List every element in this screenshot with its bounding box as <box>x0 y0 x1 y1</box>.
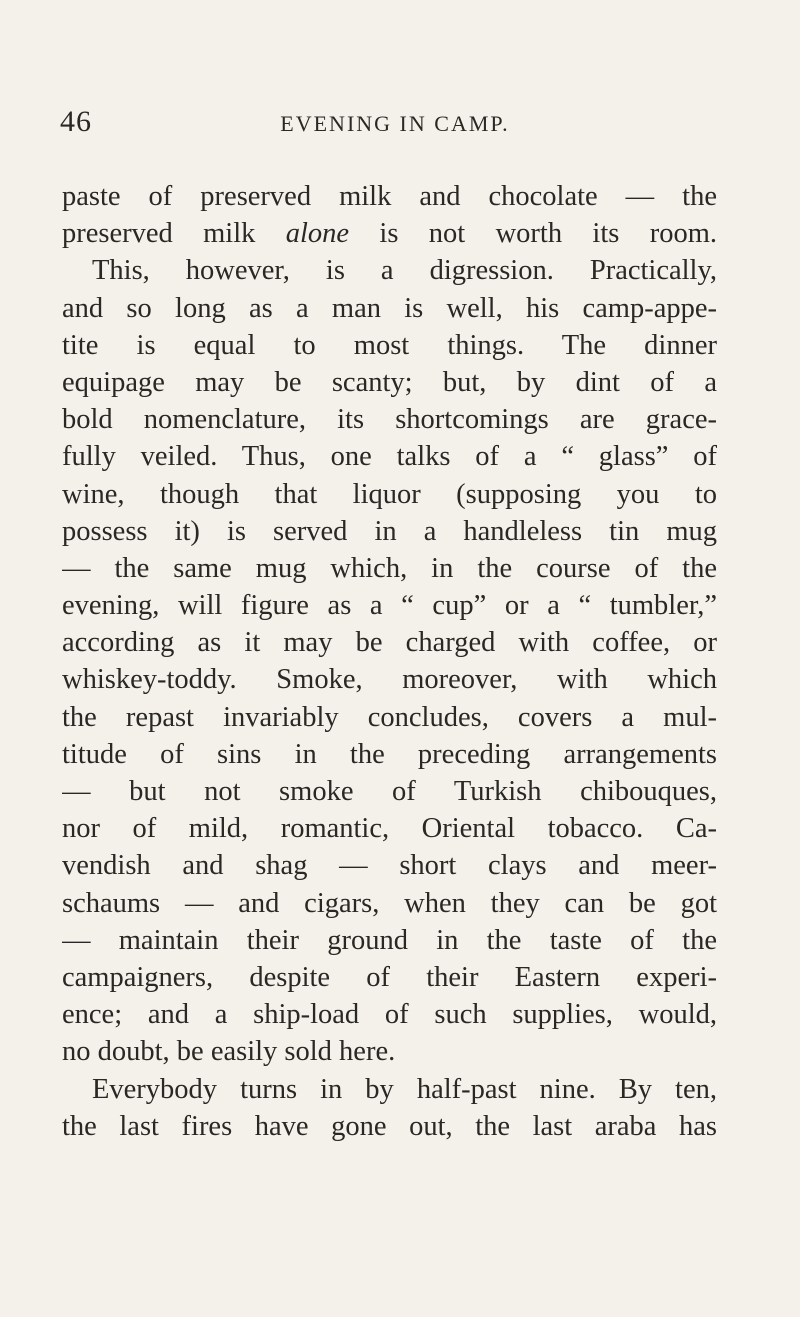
text-line: according as it may be charged with coffee, or <box>62 627 717 659</box>
text-line: bold nomenclature, its shortcomings are grace- <box>62 404 717 436</box>
running-title: EVENING IN CAMP. <box>280 111 510 136</box>
running-head <box>60 105 730 145</box>
text-line: nor of mild, romantic, Oriental tobacco. Ca- <box>62 813 717 845</box>
text-line: schaums — and cigars, when they can be got <box>62 887 717 919</box>
text-line: Everybody turns in by half-past nine. By ten, <box>92 1073 717 1105</box>
text-fragment: preserved milk <box>62 218 286 250</box>
text-line: no doubt, be easily sold here. <box>62 1036 396 1068</box>
text-line: possess it) is served in a handleless tin mug <box>62 515 717 547</box>
text-line: whiskey-toddy. Smoke, moreover, with which <box>62 664 717 696</box>
text-line: — the same mug which, in the course of the <box>62 552 717 584</box>
text-line: This, however, is a digression. Practically, <box>92 255 717 287</box>
text-line: ence; and a ship-load of such supplies, would, <box>62 999 717 1031</box>
text-line: the last fires have gone out, the last araba has <box>62 1110 717 1142</box>
text-line: paste of preserved milk and chocolate — the <box>62 181 717 212</box>
text-line: the repast invariably concludes, covers a mul- <box>62 701 717 733</box>
text-line: fully veiled. Thus, one talks of a “ glass” of <box>62 441 717 473</box>
text-line: and so long as a man is well, his camp-appe- <box>62 292 717 324</box>
text-line: wine, though that liquor (supposing you to <box>62 478 717 510</box>
text-fragment: is not worth its room. <box>349 218 717 250</box>
page-number: 46 <box>60 105 92 138</box>
text-line: — but not smoke of Turkish chibouques, <box>62 776 717 807</box>
body-text <box>62 178 717 1145</box>
text-line: titude of sins in the preceding arrangements <box>62 738 717 770</box>
text-line <box>62 215 717 252</box>
text-line: tite is equal to most things. The dinner <box>62 329 717 361</box>
text-line: campaigners, despite of their Eastern experi- <box>62 961 717 993</box>
text-line: evening, will figure as a “ cup” or a “ tumbler,” <box>62 590 717 622</box>
emphasized-word: alone <box>285 218 350 250</box>
text-line: equipage may be scanty; but, by dint of a <box>62 366 717 398</box>
text-line: — maintain their ground in the taste of the <box>62 924 717 956</box>
text-line: vendish and shag — short clays and meer- <box>62 850 717 882</box>
